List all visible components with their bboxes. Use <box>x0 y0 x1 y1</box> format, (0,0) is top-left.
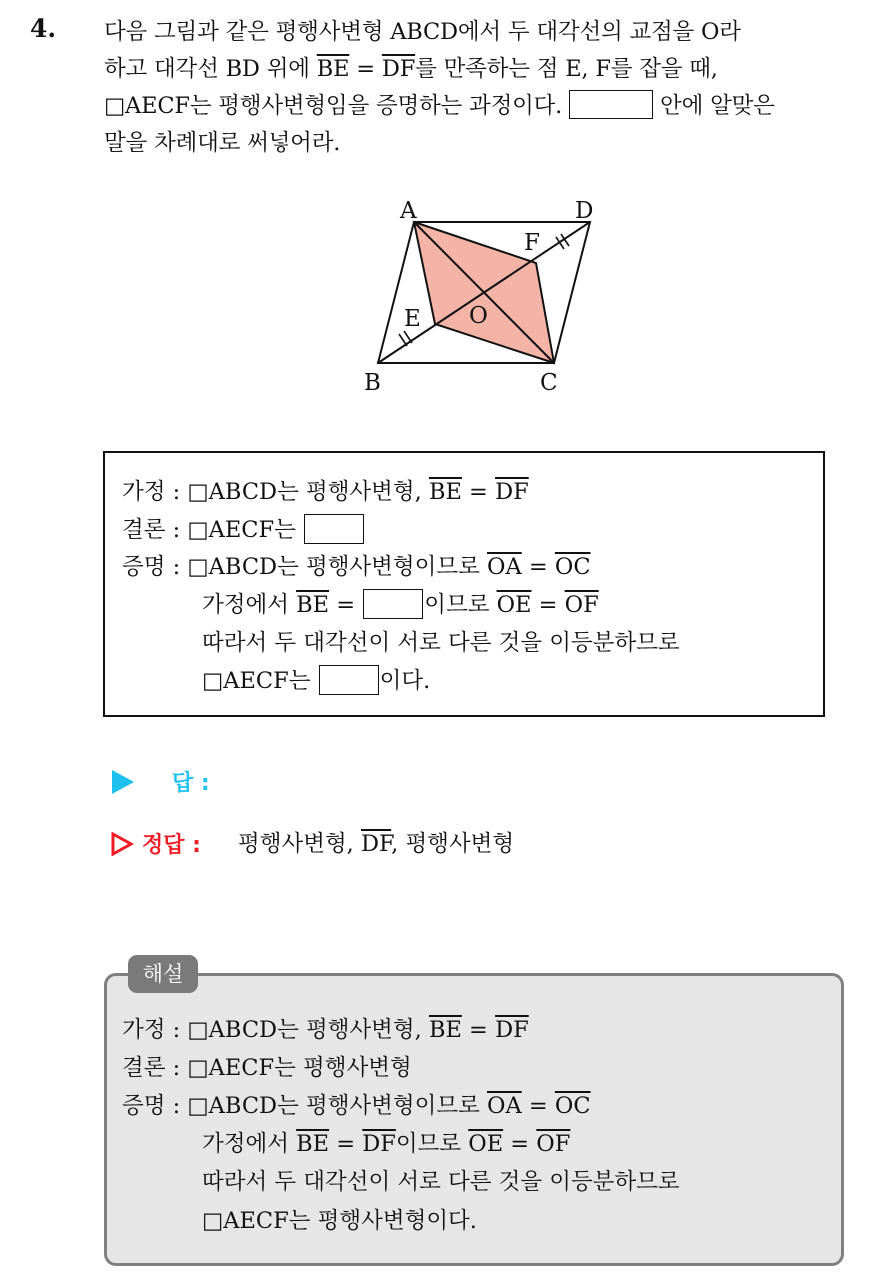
equals-sign: = <box>531 592 565 618</box>
proof-text-span: 이다. <box>379 668 431 694</box>
label-c: C <box>540 370 558 396</box>
proof-text-span: 가정 : □ABCD는 평행사변형, <box>122 479 429 505</box>
solution-text-span: 증명 : □ABCD는 평행사변형이므로 <box>122 1093 487 1119</box>
solution-line-4 <box>202 1126 570 1158</box>
proof-text-span: 이므로 <box>424 592 497 618</box>
question-number: 4. <box>30 14 57 43</box>
correct-label-text: 정답 : <box>142 833 201 858</box>
proof-line-assumption <box>122 474 529 506</box>
question-line-1: 다음 그림과 같은 평행사변형 ABCD에서 두 대각선의 교점을 O라 <box>104 19 741 45</box>
answer-blank-3[interactable] <box>319 665 379 695</box>
equals-sign: = <box>329 592 363 618</box>
segment-of: $\overline{OF}$ <box>564 592 599 618</box>
solution-line-assumption <box>122 1012 529 1044</box>
segment-df: $\overline{DF}$ <box>360 831 392 857</box>
proof-line-4 <box>202 587 599 619</box>
segment-df: $\overline{DF}$ <box>381 56 416 82</box>
solution-text-span: 가정에서 <box>202 1131 297 1157</box>
equals-sign: = <box>461 479 496 505</box>
answer-label: 답 : <box>172 771 210 796</box>
diagonal-bd <box>378 222 590 363</box>
answer-arrow-icon <box>112 770 134 794</box>
equals-sign: = <box>521 554 555 580</box>
label-e: E <box>404 306 421 332</box>
proof-text-span: □AECF는 <box>202 668 318 694</box>
label-a: A <box>400 198 417 224</box>
question-text-span: 를 만족하는 점 E, F를 잡을 때, <box>415 56 718 82</box>
segment-oa: $\overline{OA}$ <box>487 1093 522 1119</box>
segment-oe: $\overline{OE}$ <box>468 1131 504 1157</box>
correct-answer-text <box>238 826 514 858</box>
parallelogram-diagram <box>362 190 602 400</box>
proof-text-span: 증명 : □ABCD는 평행사변형이므로 <box>122 554 487 580</box>
solution-tab: 해설 <box>128 955 198 993</box>
label-d: D <box>575 198 594 224</box>
proof-line-proof-start <box>122 549 591 581</box>
equals-sign: = <box>329 1131 363 1157</box>
blank-indicator-box <box>569 90 653 119</box>
solution-text-span: 가정 : □ABCD는 평행사변형, <box>122 1017 429 1043</box>
equals-sign: = <box>349 56 382 82</box>
question-text-span: □AECF는 평행사변형임을 증명하는 과정이다. <box>104 93 570 119</box>
segment-oe: $\overline{OE}$ <box>496 592 532 618</box>
question-line-4: 말을 차례대로 써넣어라. <box>104 130 341 156</box>
proof-text-span: 가정에서 <box>202 592 297 618</box>
solution-line-conclusion: 결론 : □AECF는 평행사변형 <box>122 1055 412 1081</box>
answer-blank-2[interactable] <box>363 589 423 619</box>
correct-answer-label <box>110 828 201 859</box>
answer-text-span: , 평행사변형 <box>391 831 515 857</box>
solution-text-span: 이므로 <box>395 1131 469 1157</box>
segment-of: $\overline{OF}$ <box>536 1131 571 1157</box>
label-b: B <box>364 370 381 396</box>
label-f: F <box>524 230 540 256</box>
equals-sign: = <box>461 1017 496 1043</box>
segment-df: $\overline{DF}$ <box>495 1017 529 1043</box>
segment-be: $\overline{BE}$ <box>316 56 350 82</box>
proof-line-conclusion <box>122 512 365 544</box>
proof-line-5: 따라서 두 대각선이 서로 다른 것을 이등분하므로 <box>202 630 680 656</box>
segment-df: $\overline{DF}$ <box>495 479 529 505</box>
segment-oa: $\overline{OA}$ <box>487 554 522 580</box>
segment-oc: $\overline{OC}$ <box>554 554 591 580</box>
equals-sign: = <box>521 1093 555 1119</box>
segment-oc: $\overline{OC}$ <box>554 1093 591 1119</box>
question-text-span: 안에 알맞은 <box>653 93 775 119</box>
proof-text-span: 결론 : □AECF는 <box>122 517 304 543</box>
tick-marks-be <box>399 331 412 346</box>
segment-be: $\overline{BE}$ <box>428 1017 462 1043</box>
segment-df: $\overline{DF}$ <box>362 1131 396 1157</box>
segment-be: $\overline{BE}$ <box>428 479 462 505</box>
question-text <box>104 14 864 162</box>
equals-sign: = <box>503 1131 537 1157</box>
question-text-span: 하고 대각선 BD 위에 <box>104 56 317 82</box>
solution-line-proof-start <box>122 1088 591 1120</box>
proof-line-6 <box>202 663 430 695</box>
segment-be: $\overline{BE}$ <box>296 592 330 618</box>
segment-be: $\overline{BE}$ <box>296 1131 330 1157</box>
outline-arrow-icon <box>110 832 134 856</box>
question-line-3 <box>104 88 864 125</box>
label-o: O <box>469 303 488 329</box>
parallelogram-figure <box>362 190 602 400</box>
answer-text-span: 평행사변형, <box>238 831 361 857</box>
question-line-2 <box>104 51 864 88</box>
solution-line-6: □AECF는 평행사변형이다. <box>202 1208 477 1234</box>
solution-line-5: 따라서 두 대각선이 서로 다른 것을 이등분하므로 <box>202 1169 680 1195</box>
answer-blank-1[interactable] <box>304 514 364 544</box>
